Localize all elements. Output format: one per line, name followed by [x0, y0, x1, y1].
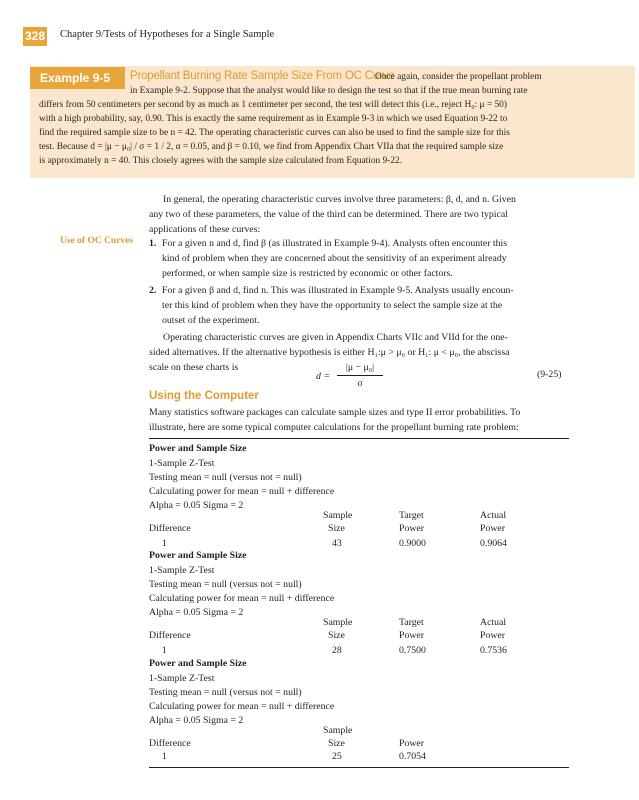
example-line: differs from 50 centimeters per second by as much as 1 centimeter per second, the test will detect this (i.e., reject H₀: μ = 50): [39, 100, 507, 110]
table-cell: 43: [332, 538, 342, 549]
page-number: 328: [23, 27, 47, 46]
table-cell: 0.7500: [399, 645, 426, 656]
example-tag: Example 9-5: [30, 67, 125, 89]
column-header: Target: [399, 617, 424, 628]
list-item-line: outset of the experiment.: [162, 315, 260, 326]
body-line: Many statistics software packages can calculate sample sizes and type II error probabilities. To: [149, 407, 521, 418]
table-cell: 1: [162, 751, 167, 762]
list-item-line: ter this kind of problem when they have the opportunity to select the sample size at the: [162, 300, 503, 311]
output-line: Testing mean = null (versus not = null): [149, 579, 302, 590]
running-head: Chapter 9/Tests of Hypotheses for a Single Sample: [60, 29, 275, 40]
output-title: Power and Sample Size: [149, 550, 247, 561]
example-title: Propellant Burning Rate Sample Size From OC Curve: [130, 70, 395, 82]
column-header: Sample: [323, 510, 353, 521]
column-header: Difference: [149, 523, 191, 534]
body-line: illustrate, here are some typical computer calculations for the propellant burning rate problem:: [149, 422, 519, 433]
output-line: Testing mean = null (versus not = null): [149, 472, 302, 483]
output-line: Calculating power for mean = null + difference: [149, 486, 335, 497]
output-line: 1-Sample Z-Test: [149, 565, 215, 576]
output-bottom-rule: [149, 767, 569, 768]
list-item-line: For a given β and d, find n. This was illustrated in Example 9-5. Analysts usually encoun-: [162, 285, 514, 296]
column-header: Difference: [149, 738, 191, 749]
body-line: Operating characteristic curves are given in Appendix Charts VIIc and VIId for the one-: [163, 332, 508, 343]
equation-numerator: |μ − μ₀|: [345, 362, 375, 373]
equation-number: (9-25): [537, 369, 562, 380]
body-line: sided alternatives. If the alternative hypothesis is either H₁:μ > μ₀ or H₁: μ < μ₀, the abscissa: [149, 347, 510, 358]
column-header: Target: [399, 510, 424, 521]
output-line: Alpha = 0.05 Sigma = 2: [149, 715, 244, 726]
list-item-line: performed, or when sample size is restricted by economic or other factors.: [162, 268, 453, 279]
example-line: find the required sample size to be n = 42. The operating characteristic curves can also be used to find the sample size for this: [39, 128, 510, 138]
table-cell: 1: [162, 538, 167, 549]
column-header: Difference: [149, 630, 191, 641]
body-line: any two of these parameters, the value of the third can be determined. There are two typical: [149, 209, 508, 220]
output-top-rule: [149, 438, 569, 439]
output-line: Calculating power for mean = null + difference: [149, 593, 335, 604]
output-title: Power and Sample Size: [149, 658, 247, 669]
column-header: Power: [480, 630, 506, 641]
column-header: Sample: [323, 617, 353, 628]
list-item-line: For a given n and d, find β (as illustrated in Example 9-4). Analysts often encounter this: [162, 238, 508, 249]
body-line: In general, the operating characteristic curves involve three parameters: β, d, and n. Given: [163, 194, 516, 205]
output-line: Alpha = 0.05 Sigma = 2: [149, 500, 244, 511]
column-header: Actual: [480, 617, 507, 628]
table-cell: 28: [332, 645, 342, 656]
table-cell: 0.7054: [399, 751, 426, 762]
table-cell: 25: [332, 751, 342, 762]
equation-lhs: d =: [316, 371, 330, 382]
margin-note: Use of OC Curves: [60, 236, 134, 246]
column-header: Power: [480, 523, 506, 534]
column-header: Power: [399, 630, 425, 641]
list-item-line: kind of problem when they are concerned about the sensitivity of an experiment already: [162, 253, 507, 264]
column-header: Power: [399, 738, 425, 749]
body-line: scale on these charts is: [149, 362, 239, 373]
column-header: Size: [328, 738, 345, 749]
list-number: 2.: [149, 285, 157, 296]
body-line: applications of these curves:: [149, 224, 261, 235]
column-header: Actual: [480, 510, 507, 521]
section-heading: Using the Computer: [149, 390, 259, 402]
output-line: 1-Sample Z-Test: [149, 458, 215, 469]
column-header: Power: [399, 523, 425, 534]
list-number: 1.: [149, 238, 157, 249]
example-line: is approximately n = 40. This closely agrees with the sample size calculated from Equation 9-22.: [39, 156, 403, 166]
output-line: 1-Sample Z-Test: [149, 673, 215, 684]
table-cell: 1: [162, 645, 167, 656]
column-header: Size: [328, 630, 345, 641]
example-line: in Example 9-2. Suppose that the analyst would like to design the test so that if the true mean burning rate: [130, 86, 528, 96]
equation-denominator: σ: [357, 378, 363, 389]
output-title: Power and Sample Size: [149, 443, 247, 454]
example-line: Once again, consider the propellant problem: [375, 72, 542, 82]
column-header: Size: [328, 523, 345, 534]
table-cell: 0.9064: [480, 538, 507, 549]
output-line: Calculating power for mean = null + difference: [149, 701, 335, 712]
table-cell: 0.7536: [480, 645, 507, 656]
example-line: with a high probability, say, 0.90. This is exactly the same requirement as in Example 9-3 in which we used Equation 9-22 to: [39, 114, 508, 124]
output-line: Alpha = 0.05 Sigma = 2: [149, 607, 244, 618]
table-cell: 0.9000: [399, 538, 426, 549]
output-line: Testing mean = null (versus not = null): [149, 687, 302, 698]
column-header: Sample: [323, 725, 353, 736]
example-line: test. Because d = |μ − μ₀| / σ = 1 / 2, α = 0.05, and β = 0.10, we find from Appendix Chart VIIa that the required sample size: [39, 142, 504, 152]
